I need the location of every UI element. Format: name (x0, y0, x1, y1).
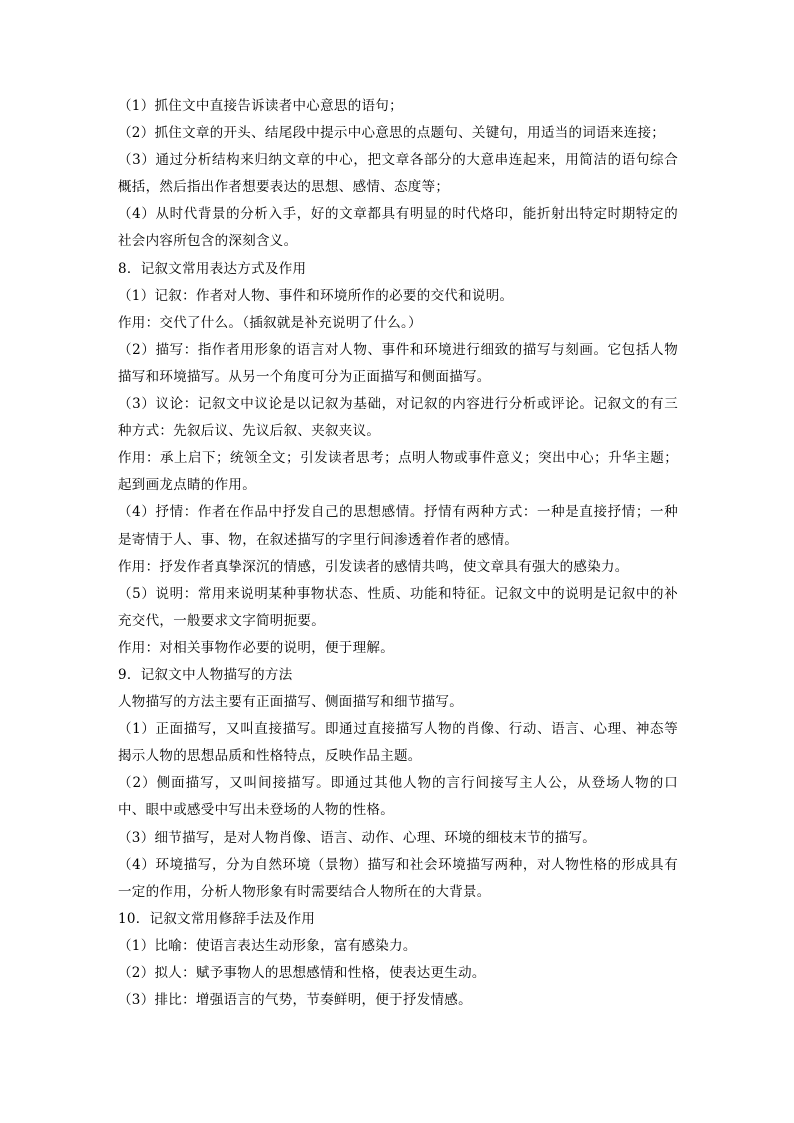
paragraph: 人物描写的方法主要有正面描写、侧面描写和细节描写。 (118, 694, 463, 711)
paragraph: 作用：承上启下；统领全文；引发读者思考；点明人物或事件意义；突出中心；升华主题；起到画龙点睛的作用。 (118, 450, 678, 494)
paragraph: （1）抓住文中直接告诉读者中心意思的语句； (118, 98, 403, 114)
section-heading: 9．记叙文中人物描写的方法 (118, 666, 293, 683)
paragraph: （4）环境描写，分为自然环境（景物）描写和社会环境描写两种，对人物性格的形成具有一定的作用，分析人物形象有时需要结合人物所在的大背景。 (118, 856, 678, 900)
paragraph: （2）描写：指作者用形象的语言对人物、事件和环境进行细致的描写与刻画。它包括人物描写和环境描写。从另一个角度可分为正面描写和侧面描写。 (118, 341, 678, 385)
paragraph: （1）正面描写，又叫直接描写。即通过直接描写人物的肖像、行动、语言、心理、神态等揭示人物的思想品质和性格特点，反映作品主题。 (118, 721, 678, 765)
paragraph: 作用：交代了什么。（插叙就是补充说明了什么。） (118, 314, 422, 331)
paragraph: （5）说明：常用来说明某种事物状态、性质、功能和特征。记叙文中的说明是记叙中的补充交代，一般要求文字简明扼要。 (118, 585, 678, 629)
paragraph: 作用：对相关事物作必要的说明，便于理解。 (118, 639, 394, 656)
paragraph: （3）排比：增强语言的气势，节奏鲜明，便于抒发情感。 (118, 992, 472, 1009)
paragraph: （3）议论：记叙文中议论是以记叙为基础，对记叙的内容进行分析或评论。记叙文的有三种方式：先叙后议、先议后叙、夹叙夹议。 (118, 396, 678, 440)
paragraph: （3）通过分析结构来归纳文章的中心，把文章各部分的大意串连起来，用简洁的语句综合概括，然后指出作者想要表达的思想、感情、态度等； (118, 152, 678, 196)
paragraph: （4）从时代背景的分析入手，好的文章都具有明显的时代烙印，能折射出特定时期特定的社会内容所包含的深刻含义。 (118, 206, 678, 250)
paragraph: （3）细节描写，是对人物肖像、语言、动作、心理、环境的细枝末节的描写。 (118, 829, 597, 846)
section-heading: 8．记叙文常用表达方式及作用 (118, 260, 307, 277)
paragraph: （1）比喻：使语言表达生动形象，富有感染力。 (118, 937, 417, 954)
paragraph: （2）拟人：赋予事物人的思想感情和性格，使表达更生动。 (118, 965, 486, 981)
paragraph: （1）记叙：作者对人物、事件和环境所作的必要的交代和说明。 (118, 287, 514, 304)
paragraph: （2）抓住文章的开头、结尾段中提示中心意思的点题句、关键句，用适当的词语来连接； (118, 125, 666, 142)
document-body (118, 93, 678, 1014)
section-heading: 10．记叙文常用修辞手法及作用 (118, 910, 316, 927)
paragraph: （4）抒情：作者在作品中抒发自己的思想感情。抒情有两种方式：一种是直接抒情；一种是寄情于人、事、物，在叙述描写的字里行间渗透着作者的感情。 (118, 504, 678, 548)
paragraph: 作用：抒发作者真挚深沉的情感，引发读者的感情共鸣，使文章具有强大的感染力。 (118, 558, 629, 575)
paragraph: （2）侧面描写，又叫间接描写。即通过其他人物的言行间接写主人公，从登场人物的口中、眼中或感受中写出未登场的人物的性格。 (118, 775, 678, 819)
